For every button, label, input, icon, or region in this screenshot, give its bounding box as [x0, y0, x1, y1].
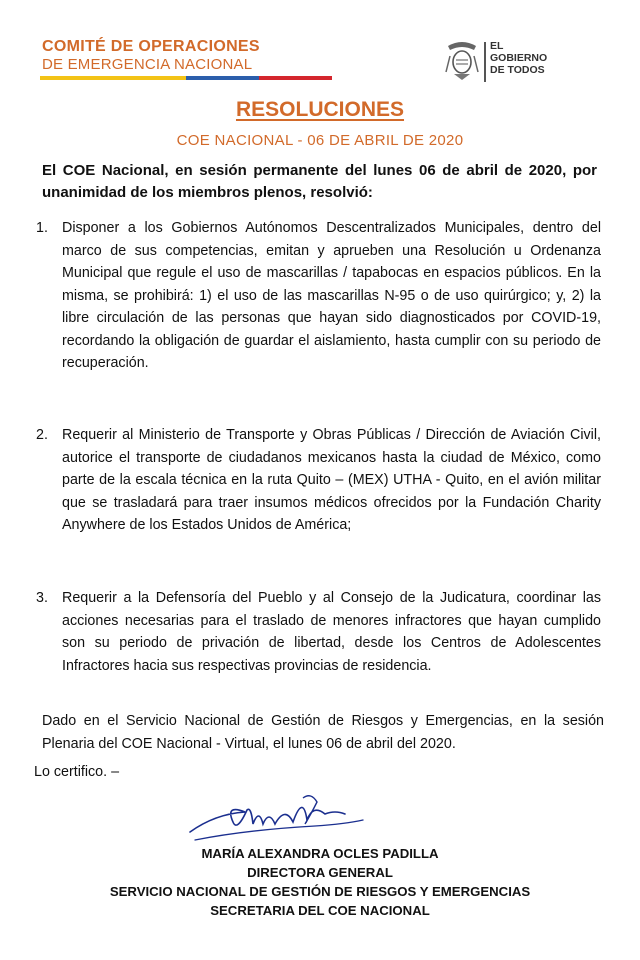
flag-yellow-stripe [40, 76, 186, 80]
flag-red-stripe [259, 76, 332, 80]
document-header [0, 0, 640, 96]
org-name-line1: COMITÉ DE OPERACIONES [42, 38, 260, 55]
gov-wordmark [490, 40, 547, 76]
intro-paragraph: El COE Nacional, en sesión permanente del lunes 06 de abril de 2020, por unanimidad de los miembros plenos, resolvió: [42, 162, 597, 201]
gov-wordmark-line2: GOBIERNO [490, 52, 548, 64]
government-logo [444, 38, 594, 88]
resolution-number: 1. [36, 220, 48, 236]
resolution-text: Disponer a los Gobiernos Autónomos Descentralizados Municipales, dentro del marco de sus competencias, emitan y aprueben una Resolución u Ordenanza Municipal que regule el uso de mascarillas / tapabocas en espacios públicos. En la misma, se prohibirá: 1) el uso de las mascarillas N-95 o de uso quirúrgico; y, 2) la libre circulación de las personas que hayan sido diagnosticados por COVID-19, recordando la obligación de guardar el aislamiento, hasta cumplir con su periodo de recuperación. [62, 220, 601, 371]
resolution-number: 3. [36, 590, 48, 606]
certification-line: Lo certifico. – [34, 764, 120, 780]
flag-color-bar [40, 76, 332, 80]
coat-of-arms-icon [444, 38, 480, 82]
resolution-item-2 [36, 424, 601, 537]
resolution-item-3 [36, 587, 601, 677]
org-name-line2: DE EMERGENCIA NACIONAL [42, 56, 253, 73]
signatory-role: DIRECTORA GENERAL [247, 865, 393, 880]
gov-wordmark-line1: EL [490, 40, 504, 52]
document-title-text: RESOLUCIONES [235, 98, 405, 121]
signature-block [0, 844, 640, 920]
signatory-institution: SERVICIO NACIONAL DE GESTIÓN DE RIESGOS Y EMERGENCIAS [109, 884, 531, 899]
gov-wordmark-line3: DE TODOS [490, 64, 545, 76]
signatory-secretary: SECRETARIA DEL COE NACIONAL [210, 903, 430, 918]
closing-paragraph: Dado en el Servicio Nacional de Gestión de Riesgos y Emergencias, en la sesión Plenaria del COE Nacional - Virtual, el lunes 06 de abril del 2020. [42, 713, 604, 752]
flag-blue-stripe [186, 76, 259, 80]
signatory-name: MARÍA ALEXANDRA OCLES PADILLA [201, 846, 439, 861]
document-title [0, 98, 640, 122]
logo-divider [484, 42, 486, 82]
resolution-text: Requerir al Ministerio de Transporte y Obras Públicas / Dirección de Aviación Civil, autorice el transporte de ciudadanos mexicanos hasta la ciudad de México, como parte de la escala técnica en la ruta Quito – (MEX) UTHA - Quito, en el avión militar que se trasladará para traer insumos médicos ofrecidos por la Fundación Charity Anywhere de los Estados Unidos de América; [62, 427, 601, 533]
resolution-item-1 [36, 217, 601, 375]
resolution-text: Requerir a la Defensoría del Pueblo y al Consejo de la Judicatura, coordinar las acciones necesarias para el traslado de menores infractores que hayan cumplido son su periodo de privación de libertad, desde los Centros de Adolescentes Infractores hacia sus respectivas provincias de residencia. [62, 590, 601, 674]
document-subtitle: COE NACIONAL - 06 DE ABRIL DE 2020 [176, 132, 464, 149]
resolution-number: 2. [36, 427, 48, 443]
